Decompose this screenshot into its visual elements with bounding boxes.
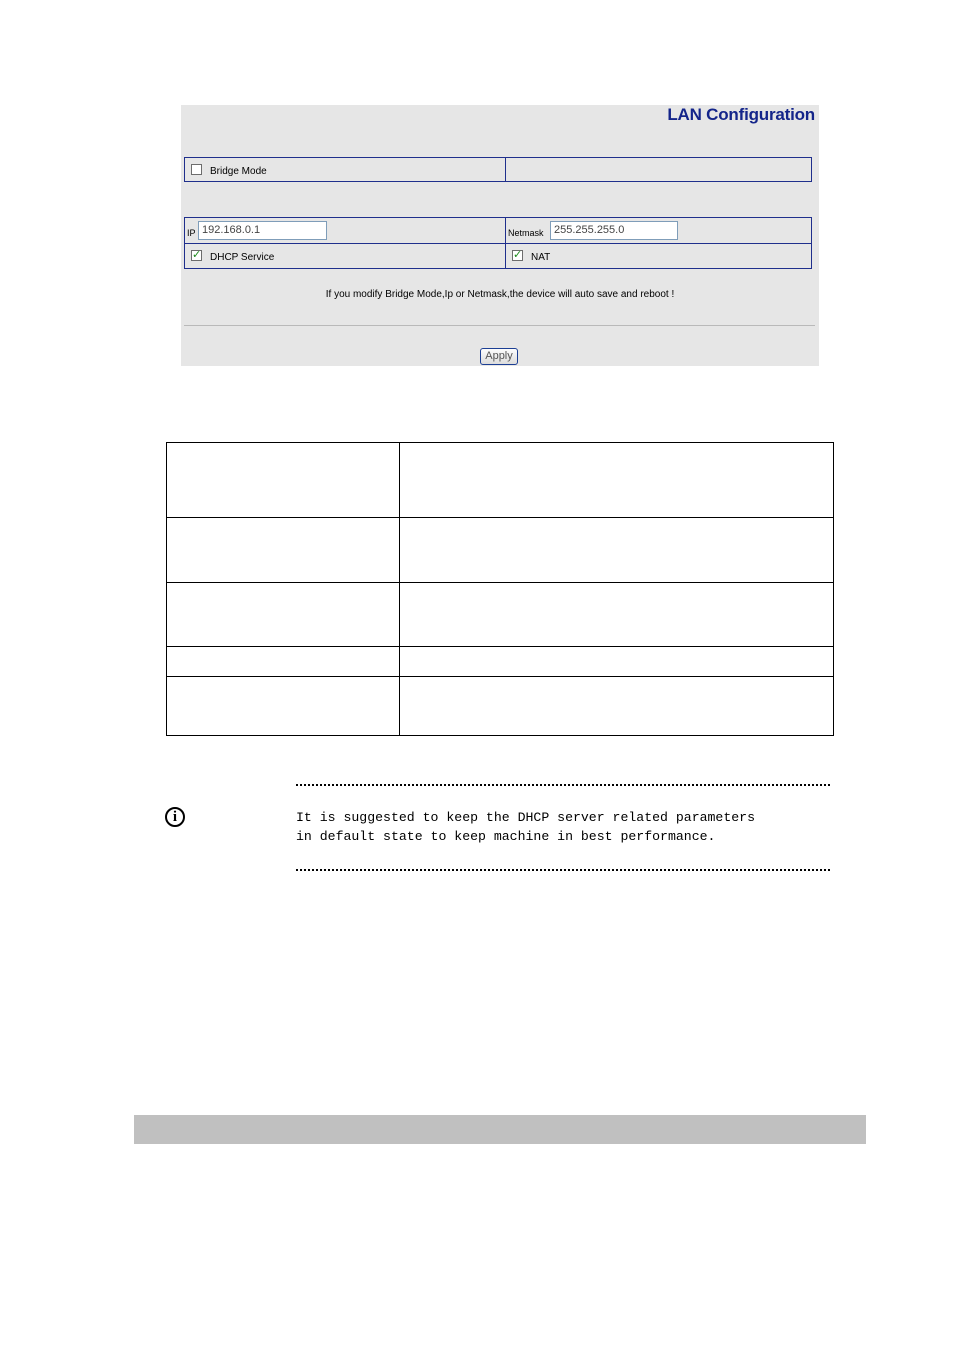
netmask-label: Netmask [508,228,544,238]
note-top-rule [296,784,830,786]
table-cell [400,647,834,677]
table-row [167,583,834,647]
description-table [166,442,834,736]
table-cell [167,443,400,518]
divider [184,325,815,326]
table-cell [167,518,400,583]
table-row [167,647,834,677]
nat-checkbox[interactable]: ✓ [513,249,523,261]
bridge-mode-label: Bridge Mode [210,166,267,177]
table-cell [400,443,834,518]
ip-row [184,217,812,243]
dhcp-service-checkbox[interactable]: ✓ [192,249,202,261]
table-cell [400,677,834,736]
bridge-mode-cell [185,158,506,181]
dhcp-cell [185,244,506,268]
table-row [167,677,834,736]
bridge-mode-checkbox[interactable] [191,164,202,175]
table-cell [167,677,400,736]
table-row [167,443,834,518]
netmask-cell [506,218,811,243]
bridge-mode-row [184,157,812,182]
services-row [184,243,812,269]
netmask-input[interactable]: 255.255.255.0 [550,221,678,240]
lan-config-panel [181,105,819,366]
ip-label: IP [187,228,196,238]
ip-cell [185,218,506,243]
note-bottom-rule [296,869,830,871]
reboot-notice: If you modify Bridge Mode,Ip or Netmask,the device will auto save and reboot ! [325,289,675,300]
nat-label: NAT [531,252,551,263]
table-row [167,518,834,583]
section-bar [134,1115,866,1144]
table-cell [400,518,834,583]
nat-cell [506,244,811,268]
dhcp-service-label: DHCP Service [210,252,275,263]
note-text: It is suggested to keep the DHCP server related parameters in default state to keep machine in best performance. [296,810,755,844]
table-cell [167,583,400,647]
info-icon: i [165,807,185,827]
apply-button[interactable]: Apply [480,348,518,365]
table-cell [400,583,834,647]
table-cell [167,647,400,677]
ip-input[interactable]: 192.168.0.1 [198,221,327,240]
panel-title: LAN Configuration [667,105,815,124]
empty-cell [506,158,811,181]
